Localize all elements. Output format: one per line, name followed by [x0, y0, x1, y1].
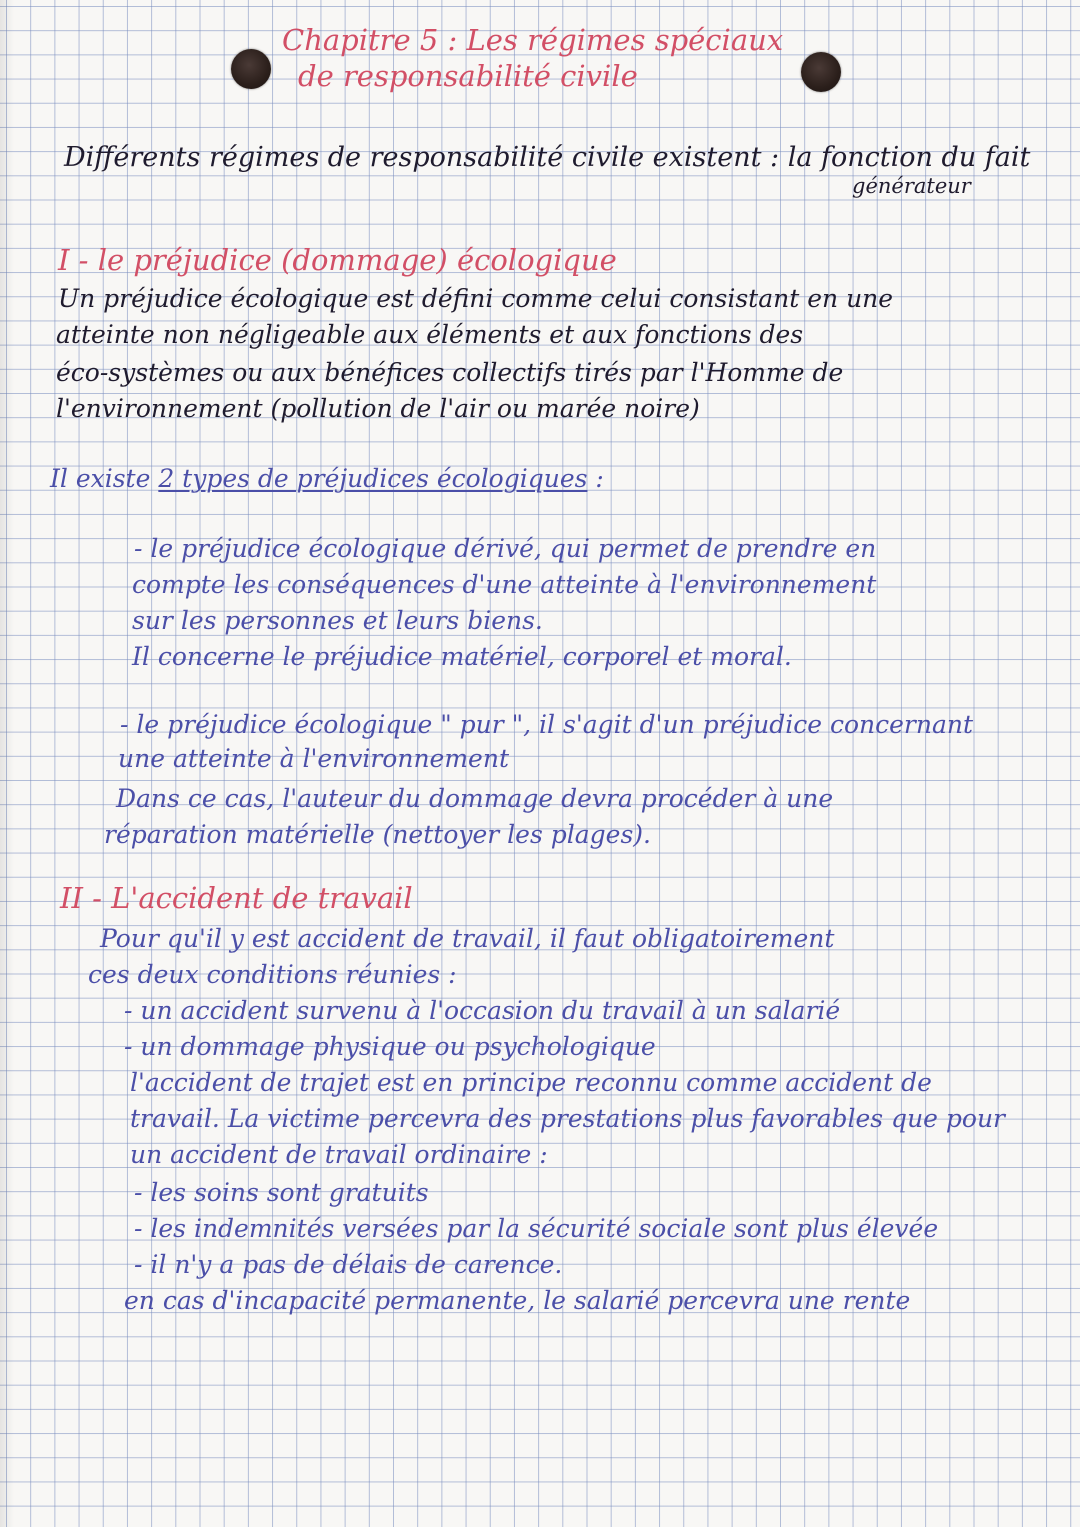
work-accident-line: travail. La victime percevra des prestations plus favorables que pour [130, 1104, 1006, 1133]
definition-line: l'environnement (pollution de l'air ou marée noire) [56, 394, 700, 423]
punch-hole-left [231, 49, 271, 89]
chapter-title-line2: de responsabilité civile [298, 59, 638, 93]
work-accident-line: un accident de travail ordinaire : [130, 1140, 548, 1169]
pure-prejudice-line: une atteinte à l'environnement [118, 744, 510, 773]
work-accident-line: - les indemnités versées par la sécurité sociale sont plus élevée [134, 1214, 939, 1243]
types-intro-suffix: : [587, 464, 604, 493]
work-accident-line: en cas d'incapacité permanente, le salarié percevra une rente [124, 1286, 911, 1315]
work-accident-line: l'accident de trajet est en principe reconnu comme accident de [130, 1068, 932, 1097]
work-accident-line: ces deux conditions réunies : [88, 960, 457, 989]
derived-prejudice-line: compte les conséquences d'une atteinte à l'environnement [132, 570, 877, 599]
derived-prejudice-line: sur les personnes et leurs biens. [132, 606, 543, 635]
work-accident-line: Pour qu'il y est accident de travail, il faut obligatoirement [100, 924, 835, 953]
definition-line: Un préjudice écologique est défini comme celui consistant en une [58, 284, 894, 313]
work-accident-line: - il n'y a pas de délais de carence. [134, 1250, 563, 1279]
intro-line2: générateur [852, 174, 971, 198]
work-accident-line: - un dommage physique ou psychologique [124, 1032, 656, 1061]
chapter-title-line1: Chapitre 5 : Les régimes spéciaux [282, 23, 784, 57]
types-intro-prefix: Il existe [50, 464, 159, 493]
work-accident-line: - les soins sont gratuits [134, 1178, 429, 1207]
types-intro-underlined: 2 types de préjudices écologiques [158, 464, 588, 493]
page-shadow [0, 0, 14, 1527]
section2-heading: II - L'accident de travail [60, 881, 413, 915]
derived-prejudice-line: Il concerne le préjudice matériel, corporel et moral. [132, 642, 792, 671]
derived-prejudice-line: - le préjudice écologique dérivé, qui permet de prendre en [134, 534, 877, 563]
punch-hole-right [801, 52, 841, 92]
pure-prejudice-line: - le préjudice écologique " pur ", il s'agit d'un préjudice concernant [120, 710, 974, 739]
section1-heading: I - le préjudice (dommage) écologique [58, 243, 617, 277]
types-intro [50, 466, 604, 491]
pure-prejudice-line: réparation matérielle (nettoyer les plages). [104, 820, 651, 849]
pure-prejudice-line: Dans ce cas, l'auteur du dommage devra procéder à une [116, 784, 834, 813]
definition-line: atteinte non négligeable aux éléments et aux fonctions des [56, 320, 804, 349]
definition-line: éco-systèmes ou aux bénéfices collectifs tirés par l'Homme de [56, 358, 844, 387]
intro-line1: Différents régimes de responsabilité civile existent : la fonction du fait [64, 142, 1031, 173]
work-accident-line: - un accident survenu à l'occasion du travail à un salarié [124, 996, 841, 1025]
